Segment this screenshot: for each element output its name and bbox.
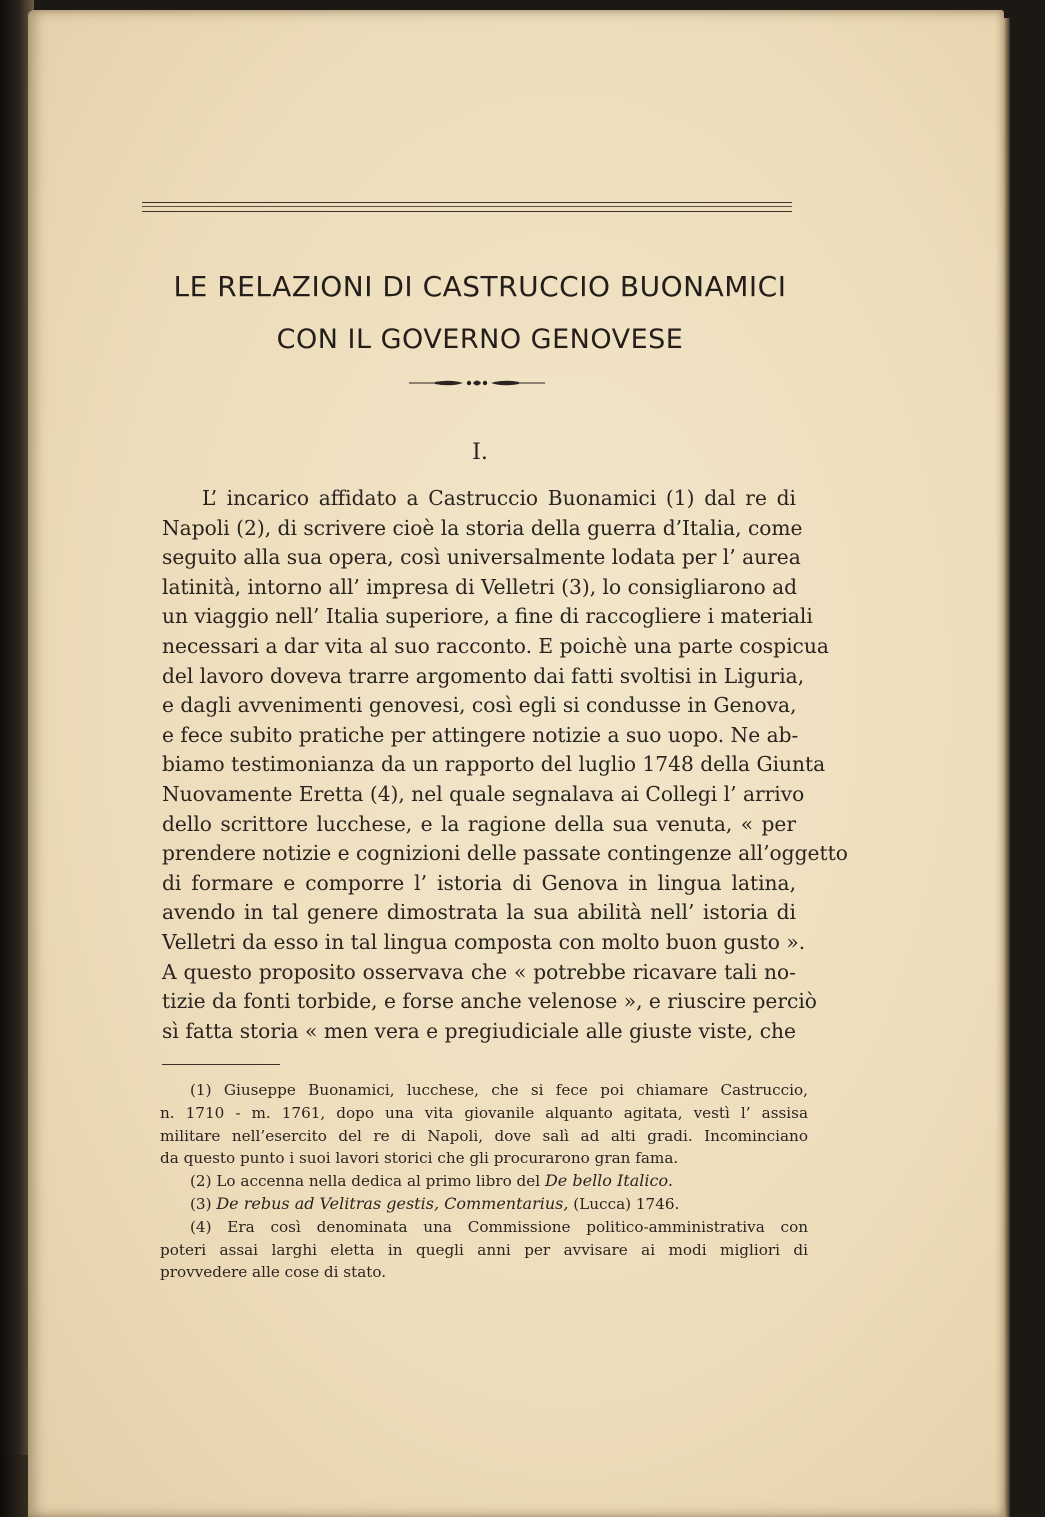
footnotes bbox=[160, 1079, 808, 1284]
title-line-1: LE RELAZIONI DI CASTRUCCIO BUONAMICI bbox=[173, 270, 787, 303]
body-line: Velletri da esso in tal lingua composta con molto buon gusto ». bbox=[162, 929, 806, 954]
body-line: del lavoro doveva trarre argomento dai fatti svoltisi in Liguria, bbox=[162, 663, 805, 688]
footnote-3-title: De rebus ad Velitras gestis, Commentarius, bbox=[216, 1193, 569, 1213]
footnote-4-line: poteri assai larghi eletta in quegli anni per avvisare ai modi migliori di bbox=[160, 1240, 808, 1259]
footnote-2-title: De bello Italico. bbox=[544, 1171, 673, 1191]
body-line: avendo in tal genere dimostrata la sua abilità nell’ istoria di bbox=[162, 900, 796, 925]
footnote-1-line: militare nell’esercito del re di Napoli, dove salì ad alti gradi. Incominciano bbox=[160, 1126, 808, 1145]
body-line: A questo proposito osservava che « potrebbe ricavare tali no- bbox=[162, 959, 796, 984]
body-line: tizie da fonti torbide, e forse anche velenose », e riuscire perciò bbox=[162, 989, 817, 1014]
body-line: seguito alla sua opera, così universalmente lodata per l’ aurea bbox=[162, 545, 801, 570]
body-line: latinità, intorno all’ impresa di Velletri (3), lo consigliarono ad bbox=[162, 574, 798, 599]
body-line: e dagli avvenimenti genovesi, così egli si condusse in Genova, bbox=[162, 693, 797, 718]
body-line: un viaggio nell’ Italia superiore, a fine di raccogliere i materiali bbox=[162, 604, 813, 629]
body-line: e fece subito pratiche per attingere notizie a suo uopo. Ne ab- bbox=[162, 722, 799, 747]
body-line: L’ incarico affidato a Castruccio Buonamici (1) dal re di bbox=[202, 486, 796, 510]
footnote-2-text: (2) Lo accenna nella dedica al primo libro del bbox=[190, 1172, 541, 1191]
body-text bbox=[162, 484, 848, 1046]
body-line: di formare e comporre l’ istoria di Genova in lingua latina, bbox=[162, 870, 796, 895]
body-line: necessari a dar vita al suo racconto. E poichè una parte cospicua bbox=[162, 633, 829, 658]
page-edge bbox=[1004, 18, 1010, 1517]
footnote-3-text: (Lucca) 1746. bbox=[573, 1194, 680, 1213]
body-line: biamo testimonianza da un rapporto del luglio 1748 della Giunta bbox=[162, 752, 826, 777]
footnote-3-number: (3) bbox=[190, 1194, 212, 1213]
body-line: Napoli (2), di scrivere cioè la storia della guerra d’Italia, come bbox=[162, 515, 803, 540]
footnote-1-line: da questo punto i suoi lavori storici che gli procurarono gran fama. bbox=[160, 1149, 679, 1168]
body-line: Nuovamente Eretta (4), nel quale segnalava ai Collegi l’ arrivo bbox=[162, 781, 805, 806]
title-line-2: CON IL GOVERNO GENOVESE bbox=[276, 324, 684, 355]
body-line: sì fatta storia « men vera e pregiudiciale alle giuste viste, che bbox=[162, 1018, 796, 1043]
footnote-4-line: (4) Era così denominata una Commissione politico-amministrativa con bbox=[190, 1217, 808, 1236]
section-number: I. bbox=[472, 440, 488, 465]
footnote-4-line: provvedere alle cose di stato. bbox=[160, 1263, 387, 1282]
body-line: prendere notizie e cognizioni delle passate contingenze all’oggetto bbox=[162, 841, 848, 866]
ornament-divider-icon bbox=[407, 376, 547, 390]
footnote-3 bbox=[160, 1193, 808, 1216]
footnote-rule bbox=[162, 1064, 280, 1065]
footnote-1-line: (1) Giuseppe Buonamici, lucchese, che si fece poi chiamare Castruccio, bbox=[190, 1081, 808, 1099]
footnote-2 bbox=[160, 1170, 808, 1193]
body-line: dello scrittore lucchese, e la ragione della sua venuta, « per bbox=[162, 811, 796, 836]
footnote-1-line: n. 1710 - m. 1761, dopo una vita giovanile alquanto agitata, vestì l’ assisa bbox=[160, 1103, 808, 1122]
header-double-rule bbox=[142, 202, 792, 212]
